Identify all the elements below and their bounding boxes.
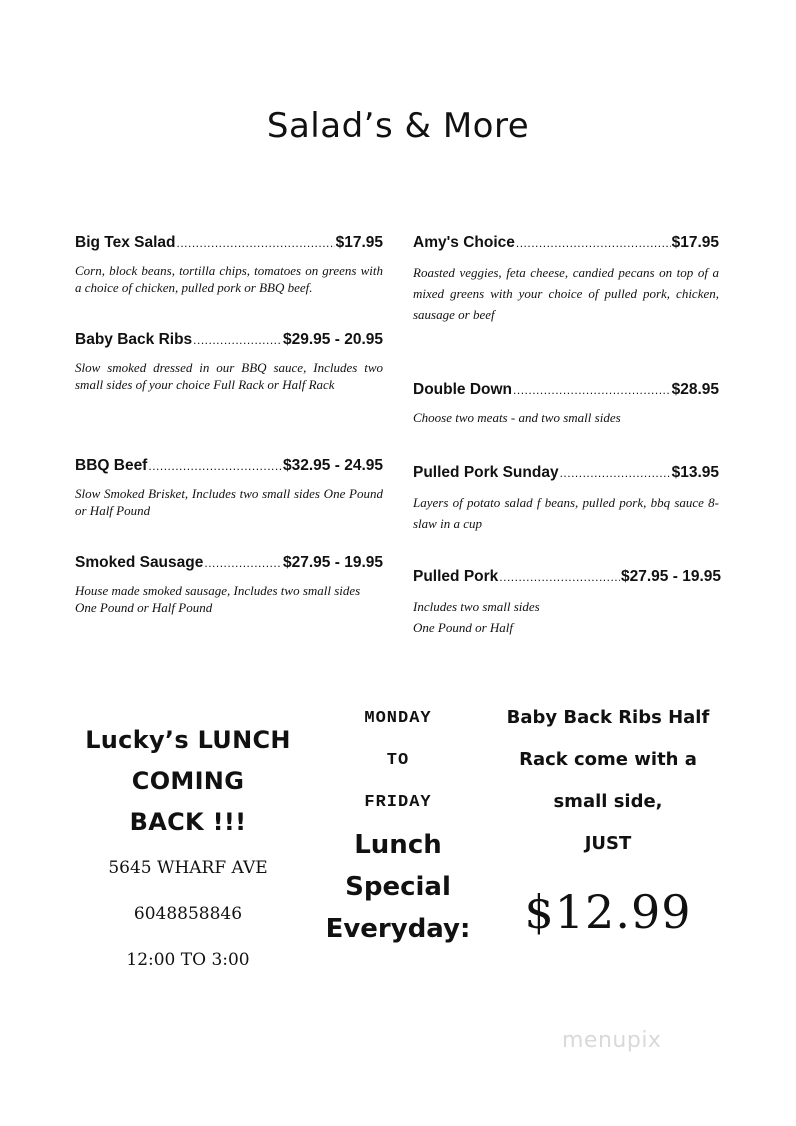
- special-line-2: Special: [345, 872, 451, 902]
- ribs-offer-line-1: Baby Back Ribs Half: [506, 707, 710, 728]
- menu-item-big-tex-salad: [75, 234, 383, 296]
- menu-item-pulled-pork: [413, 568, 721, 638]
- item-description: Slow smoked dressed in our BBQ sauce, Includes two small sides of your choice Full Rack or Half Rack: [75, 360, 383, 392]
- item-description-line: One Pound or Half Pound: [75, 600, 213, 615]
- lunch-line-1: Lucky’s LUNCH: [85, 726, 291, 754]
- item-price: $17.95: [335, 234, 383, 251]
- item-description: Roasted veggies, feta cheese, candied pecans on top of a mixed greens with your choice of pulled pork, chicken, sausage or beef: [413, 265, 719, 322]
- special-line-3: Everyday:: [325, 914, 471, 944]
- item-description-line: House made smoked sausage, Includes two small sides: [75, 583, 361, 598]
- item-name: Double Down: [413, 381, 513, 398]
- item-price: $13.95: [671, 464, 719, 481]
- item-name: Big Tex Salad: [75, 234, 176, 251]
- dot-leader: [148, 459, 282, 473]
- dot-leader: [204, 556, 282, 570]
- ribs-offer-line-2: Rack come with a: [519, 749, 697, 770]
- item-price: $27.95 - 19.95: [621, 568, 721, 585]
- item-price: $28.95: [671, 381, 719, 398]
- item-price: $29.95 - 20.95: [283, 331, 383, 348]
- dot-leader: [193, 333, 282, 347]
- page-title: Salad’s & More: [266, 106, 530, 146]
- dot-leader: [499, 570, 620, 584]
- ribs-offer: [490, 697, 726, 941]
- lunch-announcement: [68, 720, 308, 981]
- ribs-offer-line-4: JUST: [584, 833, 632, 854]
- lunch-line-3: BACK !!!: [129, 808, 247, 836]
- menu-item-amys-choice: [413, 234, 719, 325]
- ribs-offer-price: $12.99: [524, 885, 692, 939]
- menu-item-smoked-sausage: [75, 554, 383, 616]
- item-description-line: One Pound or Half: [413, 620, 514, 635]
- item-name: Pulled Pork Sunday: [413, 464, 559, 481]
- day-to: FRIDAY: [364, 793, 432, 812]
- item-name: BBQ Beef: [75, 457, 148, 474]
- item-name: Smoked Sausage: [75, 554, 204, 571]
- day-from: MONDAY: [364, 709, 432, 728]
- menu-item-bbq-beef: [75, 457, 383, 519]
- item-description: [75, 582, 383, 616]
- item-description: [413, 596, 721, 638]
- dot-leader: [177, 236, 335, 250]
- item-name: Baby Back Ribs: [75, 331, 193, 348]
- ribs-offer-line-3: small side,: [553, 791, 663, 812]
- weekday-special: [318, 698, 478, 950]
- lunch-hours: 12:00 TO 3:00: [126, 950, 250, 970]
- item-price: $27.95 - 19.95: [283, 554, 383, 571]
- menu-item-double-down: [413, 381, 719, 426]
- dot-leader: [513, 383, 671, 397]
- item-price: $17.95: [671, 234, 719, 251]
- item-description: Choose two meats - and two small sides: [413, 410, 621, 425]
- dot-leader: [516, 236, 671, 250]
- address: 5645 WHARF AVE: [108, 858, 268, 878]
- menu-item-pulled-pork-sunday: [413, 464, 719, 534]
- item-description-line: Includes two small sides: [413, 599, 540, 614]
- special-line-1: Lunch: [354, 830, 442, 860]
- menu-item-baby-back-ribs: [75, 331, 383, 393]
- lunch-line-2: COMING: [131, 767, 245, 795]
- item-description: Corn, block beans, tortilla chips, tomatoes on greens with a choice of chicken, pulled pork or BBQ beef.: [75, 263, 383, 295]
- item-price: $32.95 - 24.95: [283, 457, 383, 474]
- item-description: Layers of potato salad f beans, pulled pork, bbq sauce 8-slaw in a cup: [413, 495, 719, 531]
- phone-number: 6048858846: [133, 904, 243, 924]
- item-description: Slow Smoked Brisket, Includes two small sides One Pound or Half Pound: [75, 486, 383, 518]
- item-name: Amy's Choice: [413, 234, 515, 251]
- dot-leader: [560, 466, 671, 480]
- day-to-label: TO: [386, 751, 410, 770]
- item-name: Pulled Pork: [413, 568, 499, 585]
- watermark-logo: menupix: [562, 1028, 662, 1053]
